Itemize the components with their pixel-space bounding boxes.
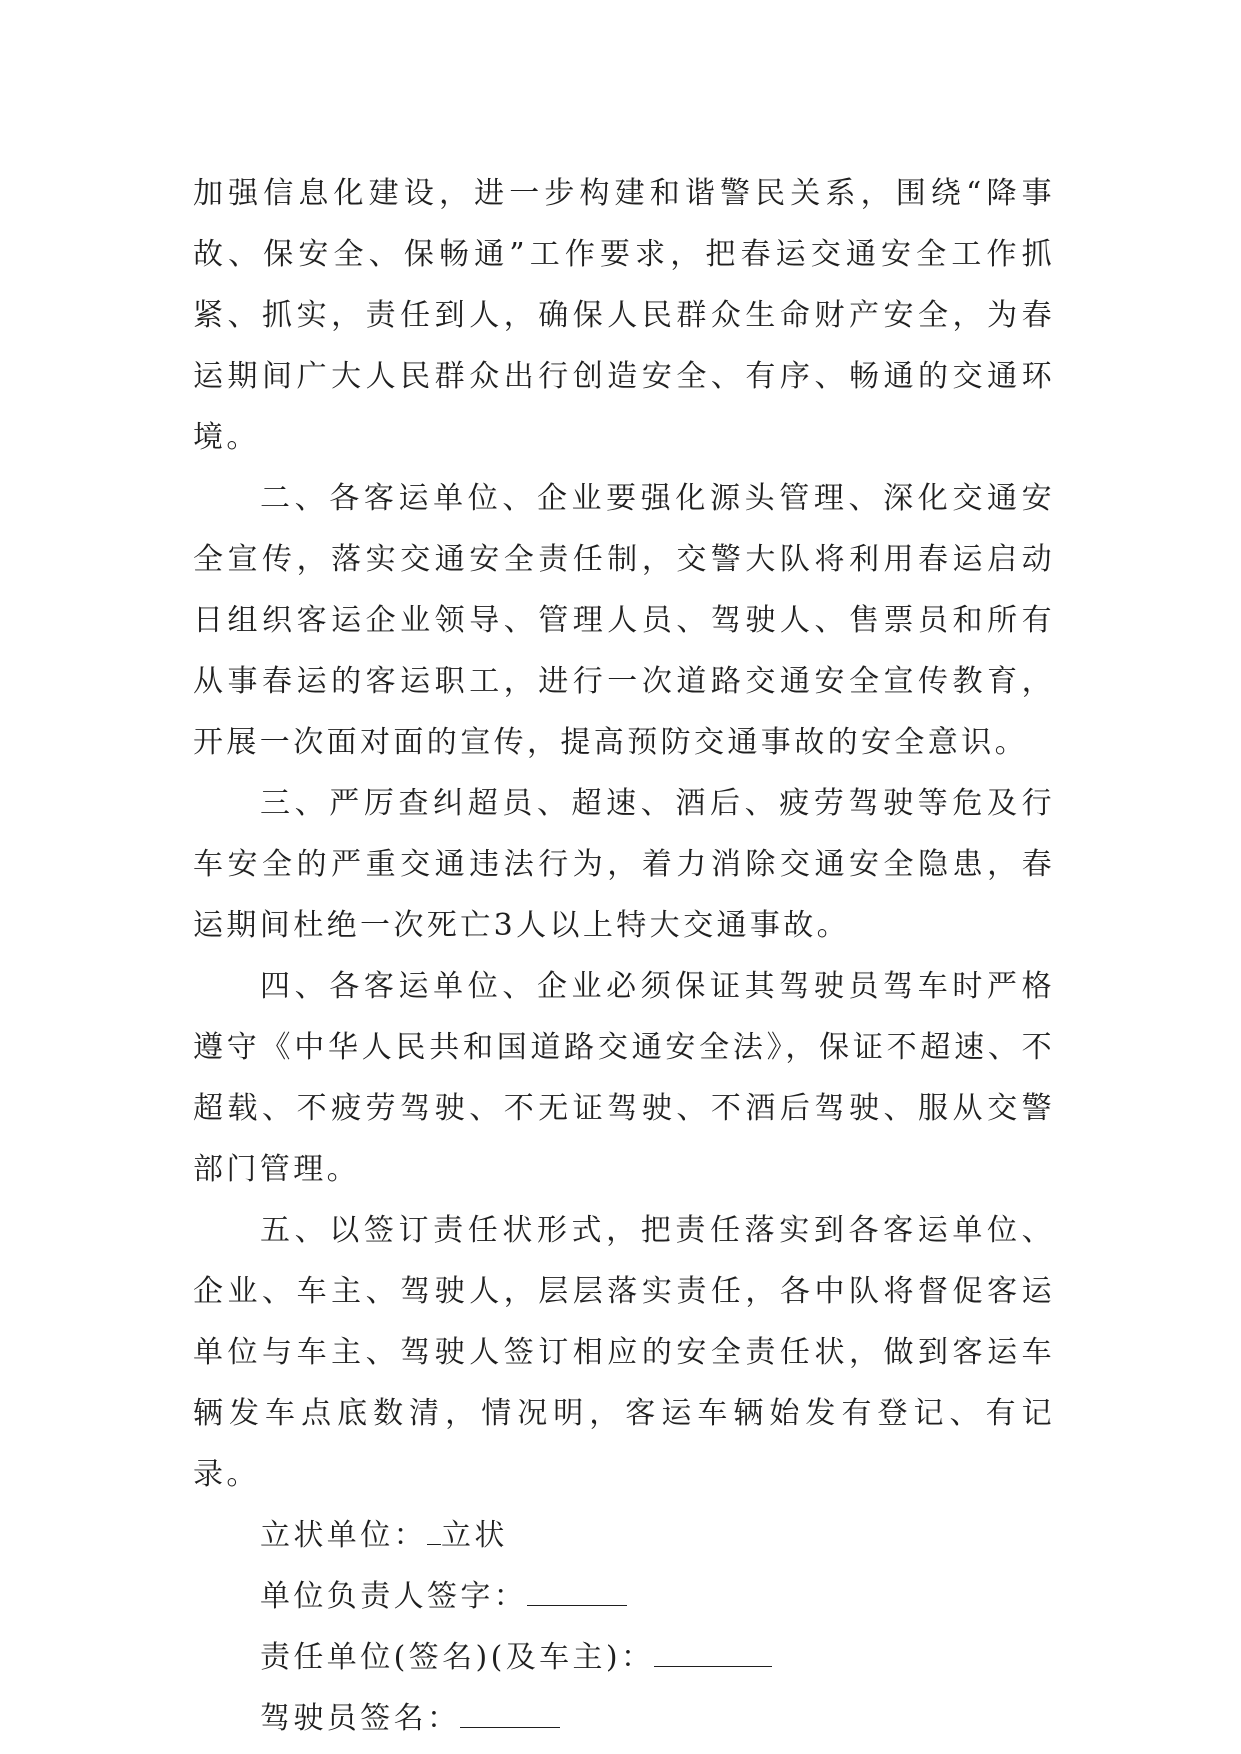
driver-label: 驾驶员签名： [260,1701,461,1736]
paragraph-item-2: 二、各客运单位、企业要强化源头管理、深化交通安全宣传，落实交通安全责任制，交警大队将利用春运启动日组织客运企业领导、管理人员、驾驶人、售票员和所有从事春运的客运职工，进行一次道路交通安全宣传教育，开展一次面对面的宣传，提高预防交通事故的安全意识。 [193,481,1055,760]
paragraph-intro: 加强信息化建设，进一步构建和谐警民关系，围绕“降事故、保安全、保畅通”工作要求，把春运交通安全工作抓紧、抓实，责任到人，确保人民群众生命财产安全，为春运期间广大人民群众出行创造安全、有序、畅通的交通环境。 [193,176,1055,455]
document-page [193,163,1055,1749]
unit-head-signature-line [193,1566,1055,1627]
driver-blank [460,1705,560,1728]
paragraph-item-4: 四、各客运单位、企业必须保证其驾驶员驾车时严格遵守《中华人民共和国道路交通安全法》，保证不超速、不超载、不疲劳驾驶、不无证驾驶、不酒后驾驶、服从交警部门管理。 [193,969,1055,1187]
unit-head-blank [527,1583,627,1606]
issuer-label: 立状单位： [260,1518,427,1553]
issuer-underline [427,1522,441,1545]
issuer-value: 立状 [441,1518,508,1553]
paragraph-item-3: 三、严厉查纠超员、超速、酒后、疲劳驾驶等危及行车安全的严重交通违法行为，着力消除交通安全隐患，春运期间杜绝一次死亡3人以上特大交通事故。 [193,786,1055,943]
responsible-unit-signature-line [193,1627,1055,1688]
responsible-unit-blank [654,1644,772,1667]
unit-head-label: 单位负责人签字： [260,1579,528,1614]
paragraph-item-5: 五、以签订责任状形式，把责任落实到各客运单位、企业、车主、驾驶人，层层落实责任，各中队将督促客运单位与车主、驾驶人签订相应的安全责任状，做到客运车辆发车点底数清，情况明，客运车辆始发有登记、有记录。 [193,1213,1055,1492]
driver-signature-line [193,1688,1055,1749]
issuer-line [193,1505,1055,1566]
responsible-unit-label: 责任单位(签名)(及车主)： [260,1640,655,1675]
